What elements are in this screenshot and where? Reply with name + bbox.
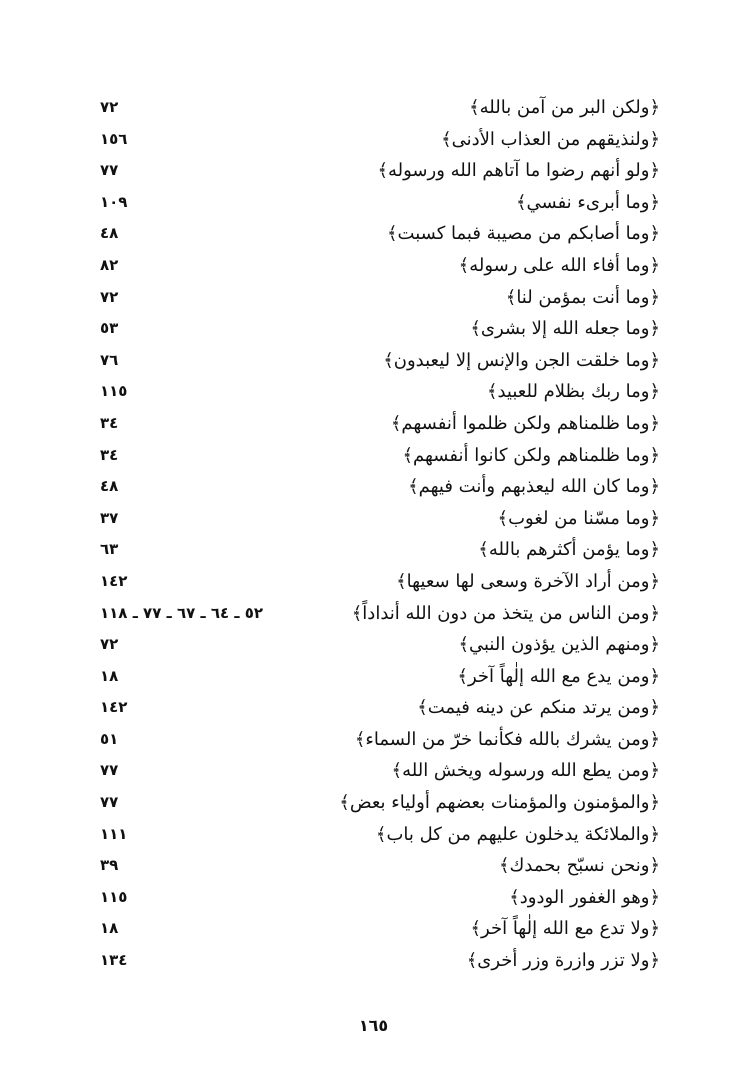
page-references: ٧٧: [100, 161, 119, 180]
verse-text: ﴿وما يؤمن أكثرهم بالله﴾: [478, 539, 660, 561]
index-entry: [100, 155, 660, 187]
verse-text: ﴿ومن يطع الله ورسوله ويخش الله﴾: [391, 760, 660, 782]
page-references: ١١٥: [100, 887, 128, 906]
verse-text: ﴿وما كان الله ليعذبهم وأنت فيهم﴾: [408, 476, 660, 498]
verse-text: ﴿ومن أراد الآخرة وسعى لها سعيها﴾: [396, 570, 660, 592]
page-references: ١٤٢: [100, 571, 128, 590]
index-entry: [100, 882, 660, 914]
index-entry: [100, 440, 660, 472]
index-entry: [100, 124, 660, 156]
page-number: ١٦٥: [358, 1016, 389, 1035]
verse-text: ﴿وما أبرىء نفسي﴾: [515, 191, 660, 213]
page-references: ٤٨: [100, 224, 119, 243]
verse-text: ﴿ولا تدع مع الله إلٰهاً آخر﴾: [470, 918, 660, 940]
verse-text: ﴿ومن يدع مع الله إلٰهاً آخر﴾: [457, 665, 660, 687]
verse-text: ﴿والملائكة يدخلون عليهم من كل باب﴾: [375, 823, 660, 845]
index-entry: [100, 566, 660, 598]
index-entry: [100, 471, 660, 503]
page-references: ١٥٦: [100, 129, 128, 148]
page-references: ١١١: [100, 824, 128, 843]
verse-text: ﴿ولكن البر من آمن بالله﴾: [469, 97, 660, 118]
page-references: ٣٤: [100, 413, 119, 432]
index-entry: [100, 503, 660, 535]
index-entry: [100, 376, 660, 408]
index-entry: [100, 787, 660, 819]
page-references: ١٣٤: [100, 951, 128, 970]
page-references: ١٨: [100, 919, 119, 938]
verse-text: ﴿ولنذيقهم من العذاب الأدنى﴾: [441, 128, 660, 150]
verse-text: ﴿وما ربك بظلام للعبيد﴾: [486, 381, 660, 403]
page-references: ٧٧: [100, 761, 119, 780]
verse-text: ﴿ومنهم الذين يؤذون النبي﴾: [458, 634, 660, 656]
page-references: ٥١: [100, 729, 119, 748]
verse-text: ﴿وما مسّنا من لغوب﴾: [497, 507, 660, 529]
page-references: ١١٥: [100, 382, 128, 401]
index-entry: [100, 408, 660, 440]
index-entry: [100, 187, 660, 219]
verse-text: ﴿وما أفاء الله على رسوله﴾: [458, 254, 660, 276]
page-references: ٥٣: [100, 319, 119, 338]
verse-text: ﴿ونحن نسبّح بحمدك﴾: [499, 855, 660, 877]
page-references: ٦٣: [100, 540, 119, 559]
index-entry: [100, 345, 660, 377]
page-references: ٥٢ ـ ٦٤ ـ ٦٧ ـ ٧٧ ـ ١١٨: [100, 603, 264, 622]
index-entry: [100, 282, 660, 314]
page-references: ٧٢: [100, 98, 119, 116]
verse-text: ﴿ومن الناس من يتخذ من دون الله أنداداً﴾: [351, 602, 660, 624]
page-references: ١٨: [100, 666, 119, 685]
page-references: ١٤٢: [100, 698, 128, 717]
verse-text: ﴿وما أنت بمؤمن لنا﴾: [505, 286, 660, 308]
verse-text: ﴿وما خلقت الجن والإنس إلا ليعبدون﴾: [383, 349, 660, 371]
page-references: ٤٨: [100, 477, 119, 496]
verse-text: ﴿والمؤمنون والمؤمنات بعضهم أولياء بعض﴾: [339, 792, 660, 814]
index-entry: [100, 661, 660, 693]
page-references: ٣٩: [100, 856, 119, 875]
index-entry: [100, 692, 660, 724]
index-entry: [100, 313, 660, 345]
index-entry: [100, 850, 660, 882]
verse-text: ﴿ولا تزر وازرة وزر أخرى﴾: [466, 950, 660, 972]
index-entry: [100, 913, 660, 945]
page-references: ٣٤: [100, 445, 119, 464]
verse-text: ﴿وهو الغفور الودود﴾: [509, 886, 660, 908]
verse-text: ﴿وما أصابكم من مصيبة فبما كسبت﴾: [387, 223, 660, 245]
page-references: ٧٢: [100, 287, 119, 306]
index-entry: [100, 755, 660, 787]
verse-index-list: [100, 92, 660, 977]
index-entry: [100, 598, 660, 630]
page-references: ٧٢: [100, 635, 119, 654]
page-references: ٧٧: [100, 793, 119, 812]
index-entry: [100, 92, 660, 124]
index-entry: [100, 724, 660, 756]
page-references: ٣٧: [100, 508, 119, 527]
verse-text: ﴿ومن يرتد منكم عن دينه فيمت﴾: [417, 697, 660, 719]
page-references: ٨٢: [100, 255, 119, 274]
index-entry: [100, 945, 660, 977]
verse-text: ﴿ولو أنهم رضوا ما آتاهم الله ورسوله﴾: [377, 160, 660, 182]
index-entry: [100, 250, 660, 282]
verse-text: ﴿ومن يشرك بالله فكأنما خرّ من السماء﴾: [354, 728, 660, 750]
verse-text: ﴿وما ظلمناهم ولكن ظلموا أنفسهم﴾: [390, 412, 660, 434]
page-references: ١٠٩: [100, 192, 128, 211]
index-entry: [100, 534, 660, 566]
verse-text: ﴿وما جعله الله إلا بشرى﴾: [470, 318, 660, 340]
index-entry: [100, 629, 660, 661]
index-entry: [100, 819, 660, 851]
page-references: ٧٦: [100, 350, 119, 369]
verse-text: ﴿وما ظلمناهم ولكن كانوا أنفسهم﴾: [402, 444, 660, 466]
index-entry: [100, 218, 660, 250]
